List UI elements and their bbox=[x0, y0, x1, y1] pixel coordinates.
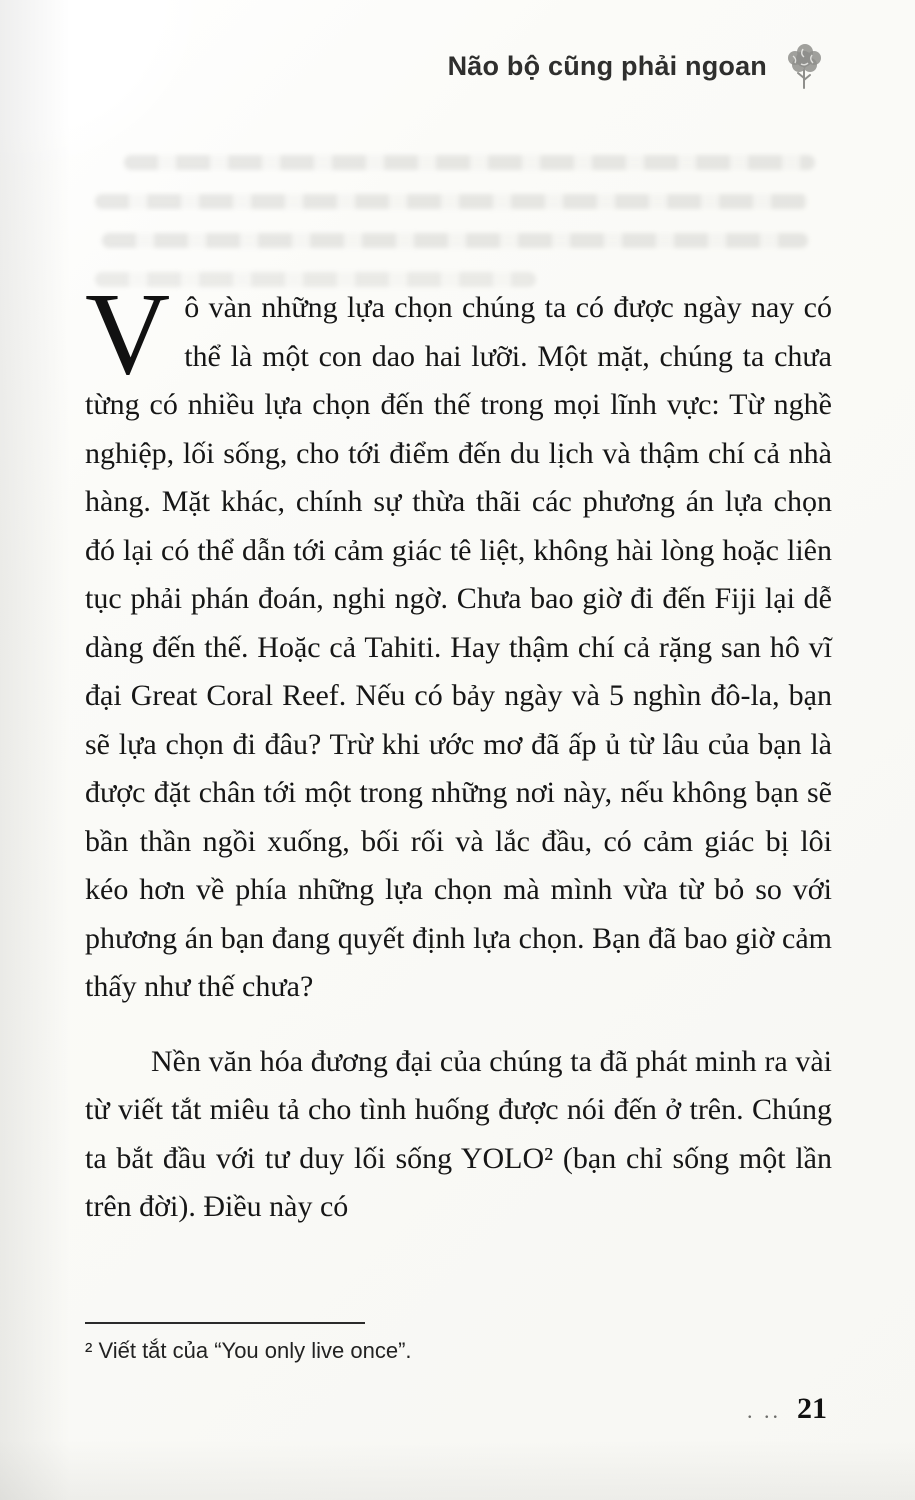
footnote-text: ² Viết tắt của “You only live once”. bbox=[85, 1338, 412, 1363]
showthrough-line bbox=[124, 155, 815, 170]
showthrough-line bbox=[102, 233, 808, 248]
page-curl bbox=[0, 0, 200, 170]
scan-shadow-left bbox=[0, 0, 70, 1500]
page-header bbox=[448, 40, 827, 92]
showthrough-line bbox=[95, 194, 808, 209]
running-head-title: Não bộ cũng phải ngoan bbox=[447, 50, 767, 81]
paragraph-1 bbox=[85, 268, 832, 1012]
paragraph-2 bbox=[85, 1038, 832, 1232]
page-number: 21 bbox=[797, 1392, 827, 1425]
paragraph-2-text: Nền văn hóa đương đại của chúng ta đã phát minh ra vài từ viết tắt miêu tả cho tình huống được nói đến ở trên. Chúng ta bắt đầu với tư duy lối sống YOLO² (bạn chỉ sống một lần trên đời). Điều này có bbox=[85, 1044, 832, 1223]
scan-shadow-bottom bbox=[0, 1440, 915, 1500]
page-footer bbox=[747, 1392, 827, 1426]
drop-cap: V bbox=[85, 268, 171, 399]
page-body bbox=[85, 268, 832, 1258]
footnote-area bbox=[85, 1322, 832, 1366]
paragraph-1-text: ô vàn những lựa chọn chúng ta có được ngày nay có thể là một con dao hai lưỡi. Một mặt, chúng ta chưa từng có nhiều lựa chọn đến thế trong mọi lĩnh vực: Từ nghề nghiệp, lối sống, cho tới điểm đến du lịch và thậm chí cả nhà hàng. Mặt khác, chính sự thừa thãi các phương án lựa chọn đó lại có thể dẫn tới cảm giác tê liệt, không hài lòng hoặc liên tục phải phán đoán, nghi ngờ. Chưa bao giờ đi đến Fiji lại dễ dàng đến thế. Hoặc cả Tahiti. Hay thậm chí cả rặng san hô vĩ đại Great Coral Reef. Nếu có bảy ngày và 5 nghìn đô-la, bạn sẽ lựa chọn đi đâu? Trừ khi ước mơ đã ấp ủ từ lâu của bạn là được đặt chân tới một trong những nơi này, nếu không bạn sẽ bần thần ngồi xuống, bối rối và lắc đầu, có cảm giác bị lôi kéo hơn về phía những lựa chọn mà mình vừa từ bỏ so với phương án bạn đang quyết định lựa chọn. Bạn đã bao giờ cảm thấy như thế chưa? bbox=[85, 291, 832, 1003]
brain-icon bbox=[781, 40, 827, 92]
footer-dots: . .. bbox=[747, 1398, 781, 1423]
footnote-rule bbox=[85, 1322, 365, 1324]
